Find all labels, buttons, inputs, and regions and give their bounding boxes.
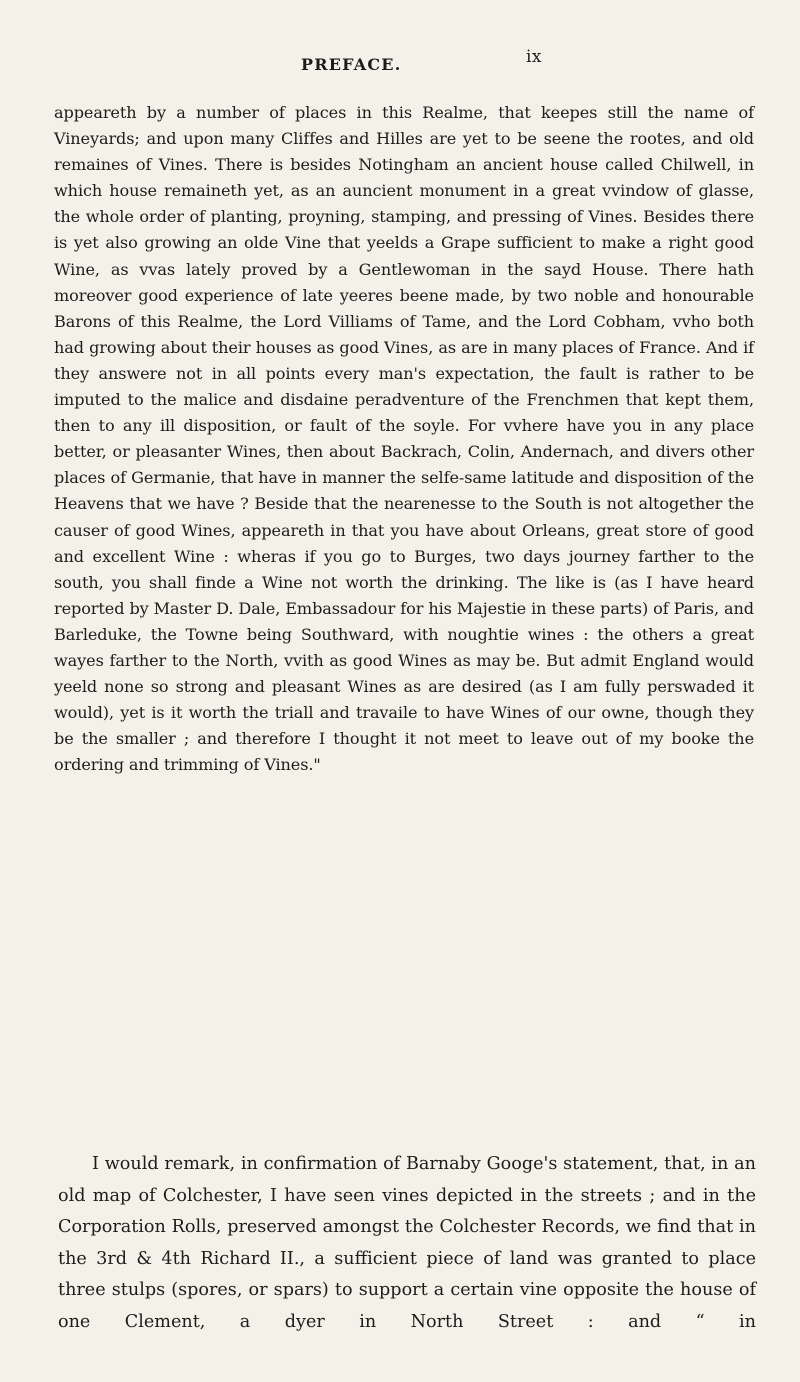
quoted-passage xyxy=(54,100,754,778)
page-number: ix xyxy=(526,47,543,67)
running-title: PREFACE. xyxy=(301,55,402,74)
running-head xyxy=(0,47,800,79)
body-paragraph: I would remark, in confirmation of Barnaby Googe's statement, that, in an old map of Colchester, I have seen vines depicted in the streets ; and in the Corporation Rolls, preserved amongst the Colchester Records, we find that in the 3rd & 4th Richard II., a sufficient piece of land was granted to place three stulps (spores, or spars) to support a certain vine opposite the house of one Clement, a dyer in North Street : and “ in xyxy=(58,1154,756,1332)
quote-paragraph: appeareth by a number of places in this Realme, that keepes still the name of Vineyards; and upon many Cliffes and Hilles are yet to be seene the rootes, and old remaines of Vines. There is besides Notingham an ancient house called Chilwell, in which house remaineth yet, as an auncient monument in a great vvindow of glasse, the whole order of planting, proyning, stamping, and pressing of Vines. Besides there is yet also growing an olde Vine that yeelds a Grape sufficient to make a right good Wine, as vvas lately proved by a Gentlewoman in the sayd House. There hath moreover good experience of late yeeres beene made, by two noble and honourable Barons of this Realme, the Lord Villiams of Tame, and the Lord Cobham, vvho both had growing about their houses as good Vines, as are in many places of France. And if they answere not in all points every man's expectation, the fault is rather to be imputed to the malice and disdaine peradventure of the Frenchmen that kept them, then to any ill disposition, or fault of the soyle. For vvhere have you in any place better, or pleasanter Wines, then about Backrach, Colin, Andernach, and divers other places of Germanie, that have in manner the selfe-same latitude and disposition of the Heavens that we have ? Beside that the nearenesse to the South is not altogether the causer of good Wines, appeareth in that you have about Orleans, great store of good and excellent Wine : wheras if you go to Burges, two days journey farther to the south, you shall finde a Wine not worth the drinking. The like is (as I have heard reported by Master D. Dale, Embassadour for his Majestie in these parts) of Paris, and Barleduke, the Towne being Southward, with noughtie wines : the others a great wayes farther to the North, vvith as good Wines as may be. But admit England would yeeld none so strong and pleasant Wines as are desired (as I am fully perswaded it would), yet is it worth the triall and travaile to have Wines of our owne, though they be the smaller ; and therefore I thought it not meet to leave out of my booke the ordering and trimming of Vines." xyxy=(54,103,754,775)
body-text xyxy=(58,1149,756,1338)
